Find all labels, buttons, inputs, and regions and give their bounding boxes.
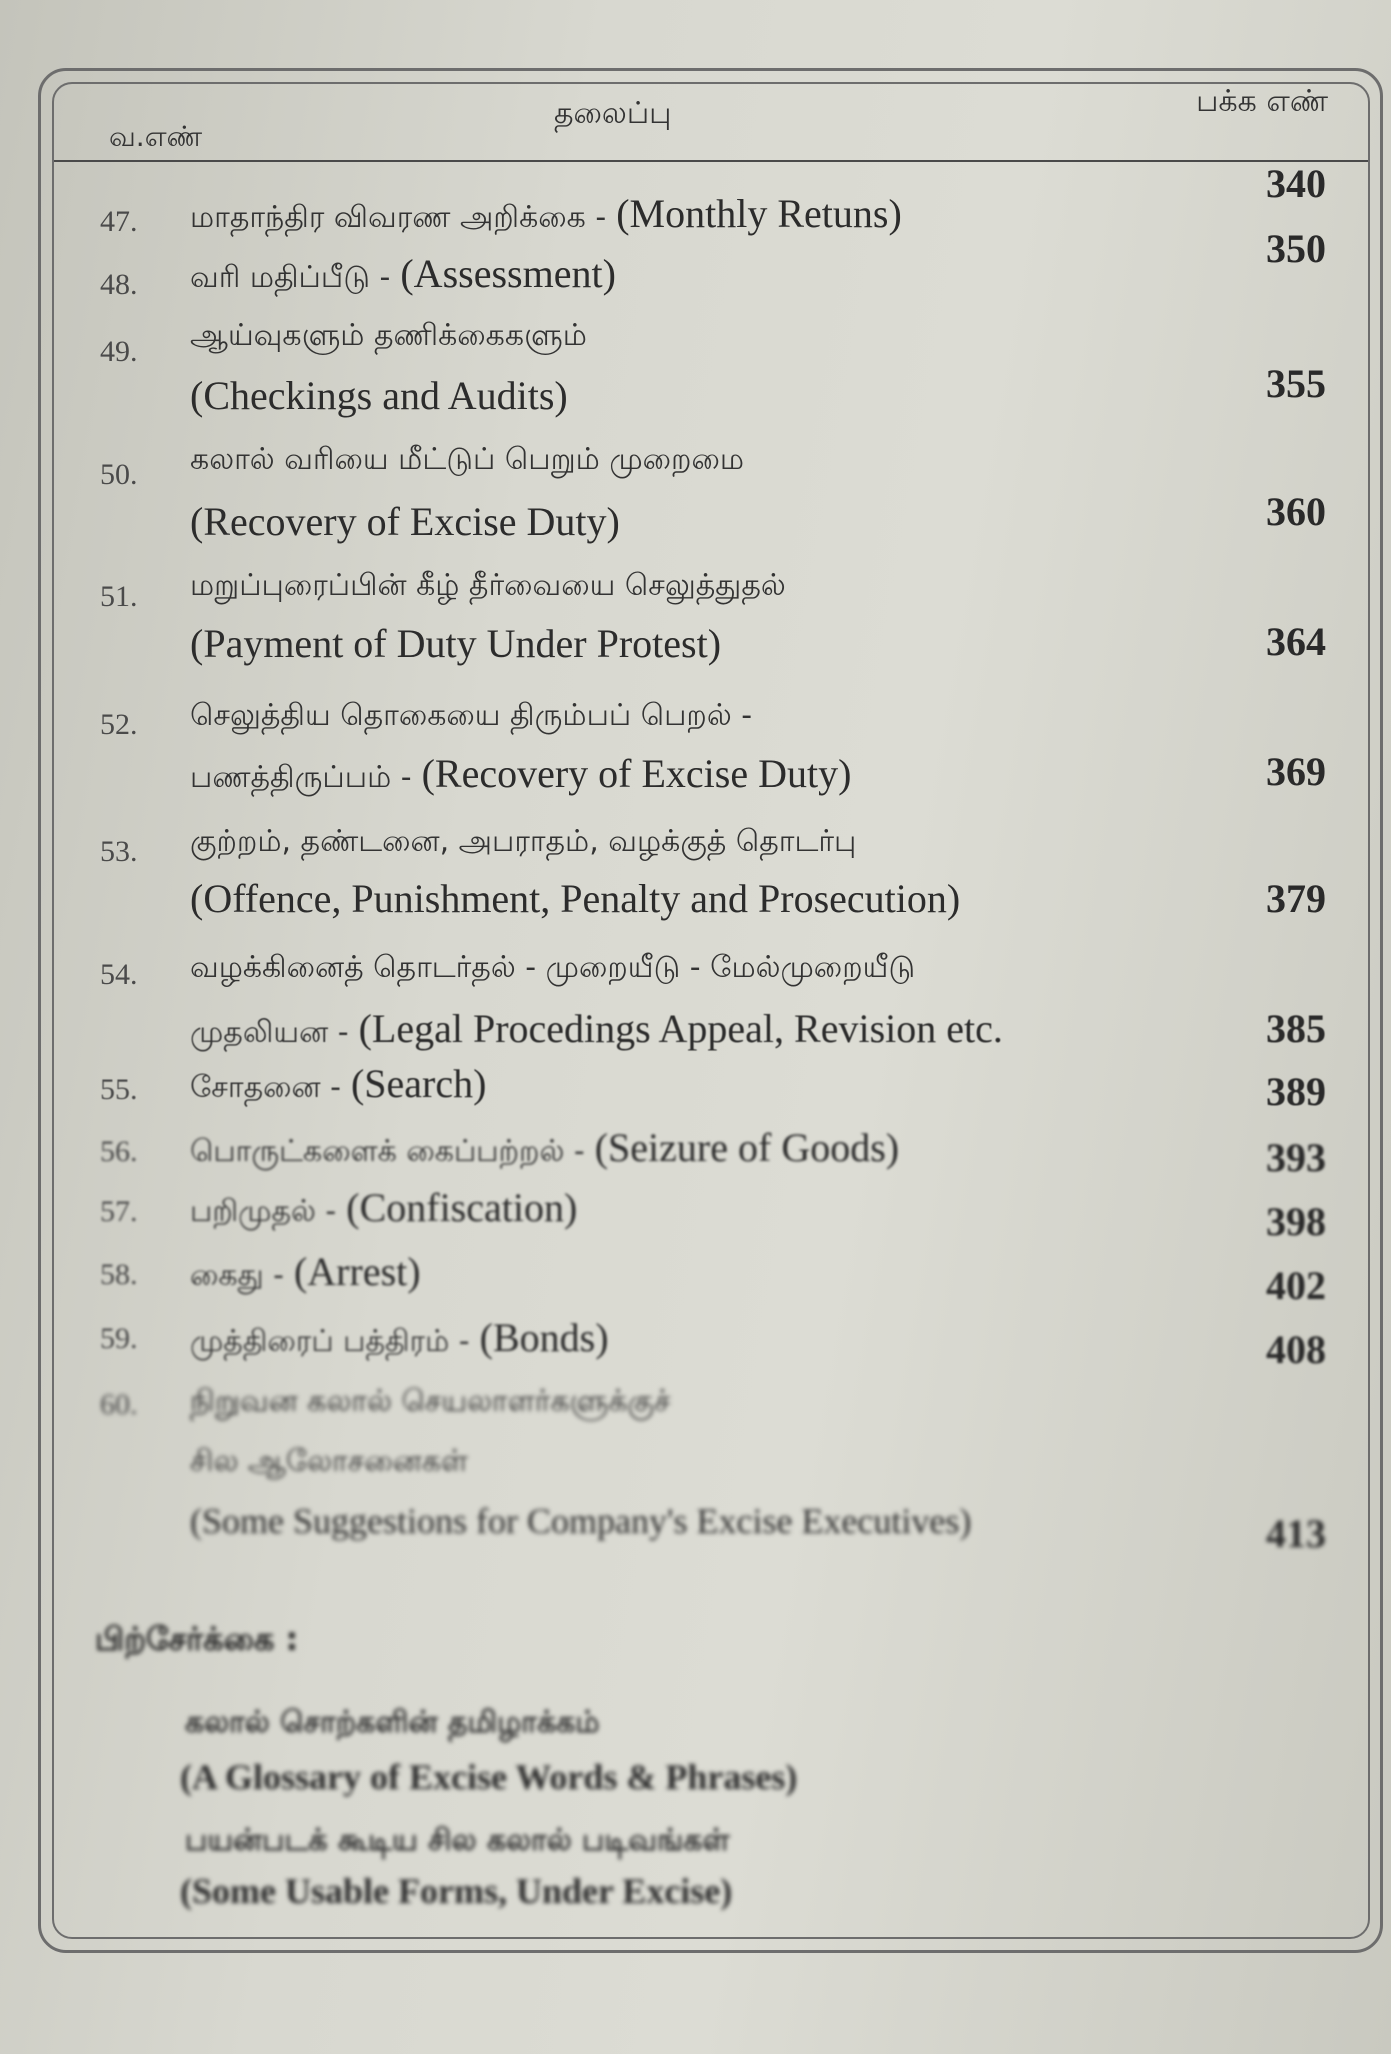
english-title: (Legal Procedings Appeal, Revision etc. [348, 1006, 1003, 1051]
page-number: 408 [1266, 1327, 1326, 1372]
entry-line [190, 1444, 468, 1483]
english-title: (Search) [340, 1061, 487, 1106]
english-title: (A Glossary of Excise Words & Phrases) [180, 1757, 798, 1797]
english-title: (Some Usable Forms, Under Excise) [180, 1871, 733, 1911]
page-number: 360 [1266, 489, 1326, 534]
tamil-title: மறுப்புரைப்பின் கீழ் தீர்வையை செலுத்துதல் [190, 568, 786, 603]
entry-line [190, 568, 786, 607]
entry-line [190, 698, 752, 737]
english-title: (Recovery of Excise Duty) [411, 751, 852, 796]
appendix-item-1-english [180, 1756, 797, 1798]
tamil-title: ஆய்வுகளும் தணிக்கைகளும் [190, 318, 587, 353]
page-number-header: பக்க எண் [1196, 84, 1328, 119]
entry-line [190, 875, 960, 922]
page-number: 350 [1266, 226, 1326, 271]
entry-number: 60. [100, 1388, 138, 1421]
page-number: 402 [1266, 1263, 1326, 1308]
entry-line [190, 1124, 899, 1173]
tamil-title: முதலியன - [190, 1015, 349, 1050]
entry-line [190, 824, 856, 863]
tamil-title: வரி மதிப்பீடு - [190, 260, 391, 295]
appendix-heading: பிற்சேர்க்கை : [95, 1620, 299, 1658]
english-title: (Offence, Punishment, Penalty and Prosecution) [190, 876, 961, 921]
serial-number-header: வ.எண் [109, 120, 203, 153]
page-number: 385 [1266, 1006, 1326, 1051]
table-header [54, 84, 1368, 162]
entry-number: 51. [100, 580, 138, 613]
entry-line [190, 950, 915, 989]
entry-line [190, 1248, 421, 1297]
tamil-title: முத்திரைப் பத்திரம் - [190, 1324, 470, 1359]
english-title: (Monthly Retuns) [606, 191, 902, 236]
entry-number: 49. [100, 335, 138, 368]
english-title: (Seizure of Goods) [584, 1125, 900, 1170]
page-number: 413 [1266, 1511, 1326, 1556]
entry-line [190, 442, 744, 481]
appendix-item-2-tamil [185, 1823, 730, 1862]
english-title: (Confiscation) [336, 1185, 578, 1230]
tamil-title: பொருட்களைக் கைப்பற்றல் - [190, 1134, 585, 1169]
entry-number: 56. [100, 1135, 138, 1168]
entry-number: 48. [100, 268, 138, 301]
appendix-item-1-tamil [185, 1705, 599, 1744]
entry-line [190, 1314, 609, 1363]
english-title: (Assessment) [390, 251, 616, 296]
english-title: (Bonds) [469, 1315, 609, 1360]
entry-line [190, 318, 587, 357]
entry-number: 50. [100, 458, 138, 491]
tamil-title: கலால் வரியை மீட்டுப் பெறும் முறைமை [190, 442, 744, 477]
tamil-title: வழக்கினைத் தொடர்தல் - முறையீடு - மேல்முறையீடு [190, 950, 916, 985]
english-title: (Checkings and Audits) [190, 373, 568, 418]
entry-line [190, 1060, 486, 1109]
tamil-title: குற்றம், தண்டனை, அபராதம், வழக்குத் தொடர்பு [190, 824, 857, 859]
tamil-title: கலால் சொற்களின் தமிழாக்கம் [185, 1705, 600, 1740]
tamil-title: மாதாந்திர விவரண அறிக்கை - [190, 200, 607, 235]
page-number: 389 [1266, 1069, 1326, 1114]
entry-number: 53. [100, 835, 138, 868]
entry-line [190, 372, 568, 419]
tamil-title: கைது - [190, 1258, 284, 1293]
tamil-title: சோதனை - [190, 1070, 341, 1105]
entry-number: 58. [100, 1258, 138, 1291]
entry-line [190, 620, 721, 667]
entry-number: 54. [100, 958, 138, 991]
entry-line [190, 1184, 577, 1233]
entry-line [190, 250, 616, 299]
entry-line [190, 190, 902, 239]
tamil-title: செலுத்திய தொகையை திரும்பப் பெறல் - [190, 698, 753, 733]
page-number: 340 [1266, 161, 1326, 206]
entry-line [190, 498, 620, 545]
english-title: (Payment of Duty Under Protest) [190, 621, 722, 666]
page-number: 355 [1266, 361, 1326, 406]
page-number: 369 [1266, 749, 1326, 794]
tamil-title: பணத்திருப்பம் - [190, 760, 412, 795]
page-number: 379 [1266, 876, 1326, 921]
tamil-title: பயன்படக் கூடிய சில கலால் படிவங்கள் [185, 1823, 730, 1858]
tamil-title: பறிமுதல் - [190, 1194, 337, 1229]
entry-number: 59. [100, 1322, 138, 1355]
entry-number: 52. [100, 708, 138, 741]
english-title: (Recovery of Excise Duty) [190, 499, 620, 544]
entry-line [190, 1005, 1003, 1054]
page-number: 398 [1266, 1199, 1326, 1244]
entry-line [190, 750, 851, 799]
appendix-item-2-english [180, 1870, 732, 1912]
english-title: (Some Suggestions for Company's Excise Executives) [190, 1501, 972, 1541]
english-title: (Arrest) [283, 1249, 421, 1294]
tamil-title: நிறுவன கலால் செயலாளர்களுக்குச் [190, 1384, 671, 1419]
entry-number: 47. [100, 205, 138, 238]
title-header: தலைப்பு [554, 96, 672, 131]
entry-line [190, 1384, 671, 1423]
entry-line [190, 1500, 971, 1542]
tamil-title: சில ஆலோசனைகள் [190, 1444, 469, 1479]
entry-number: 55. [100, 1073, 138, 1106]
page-number: 364 [1266, 619, 1326, 664]
page-number: 393 [1266, 1135, 1326, 1180]
entry-number: 57. [100, 1195, 138, 1228]
